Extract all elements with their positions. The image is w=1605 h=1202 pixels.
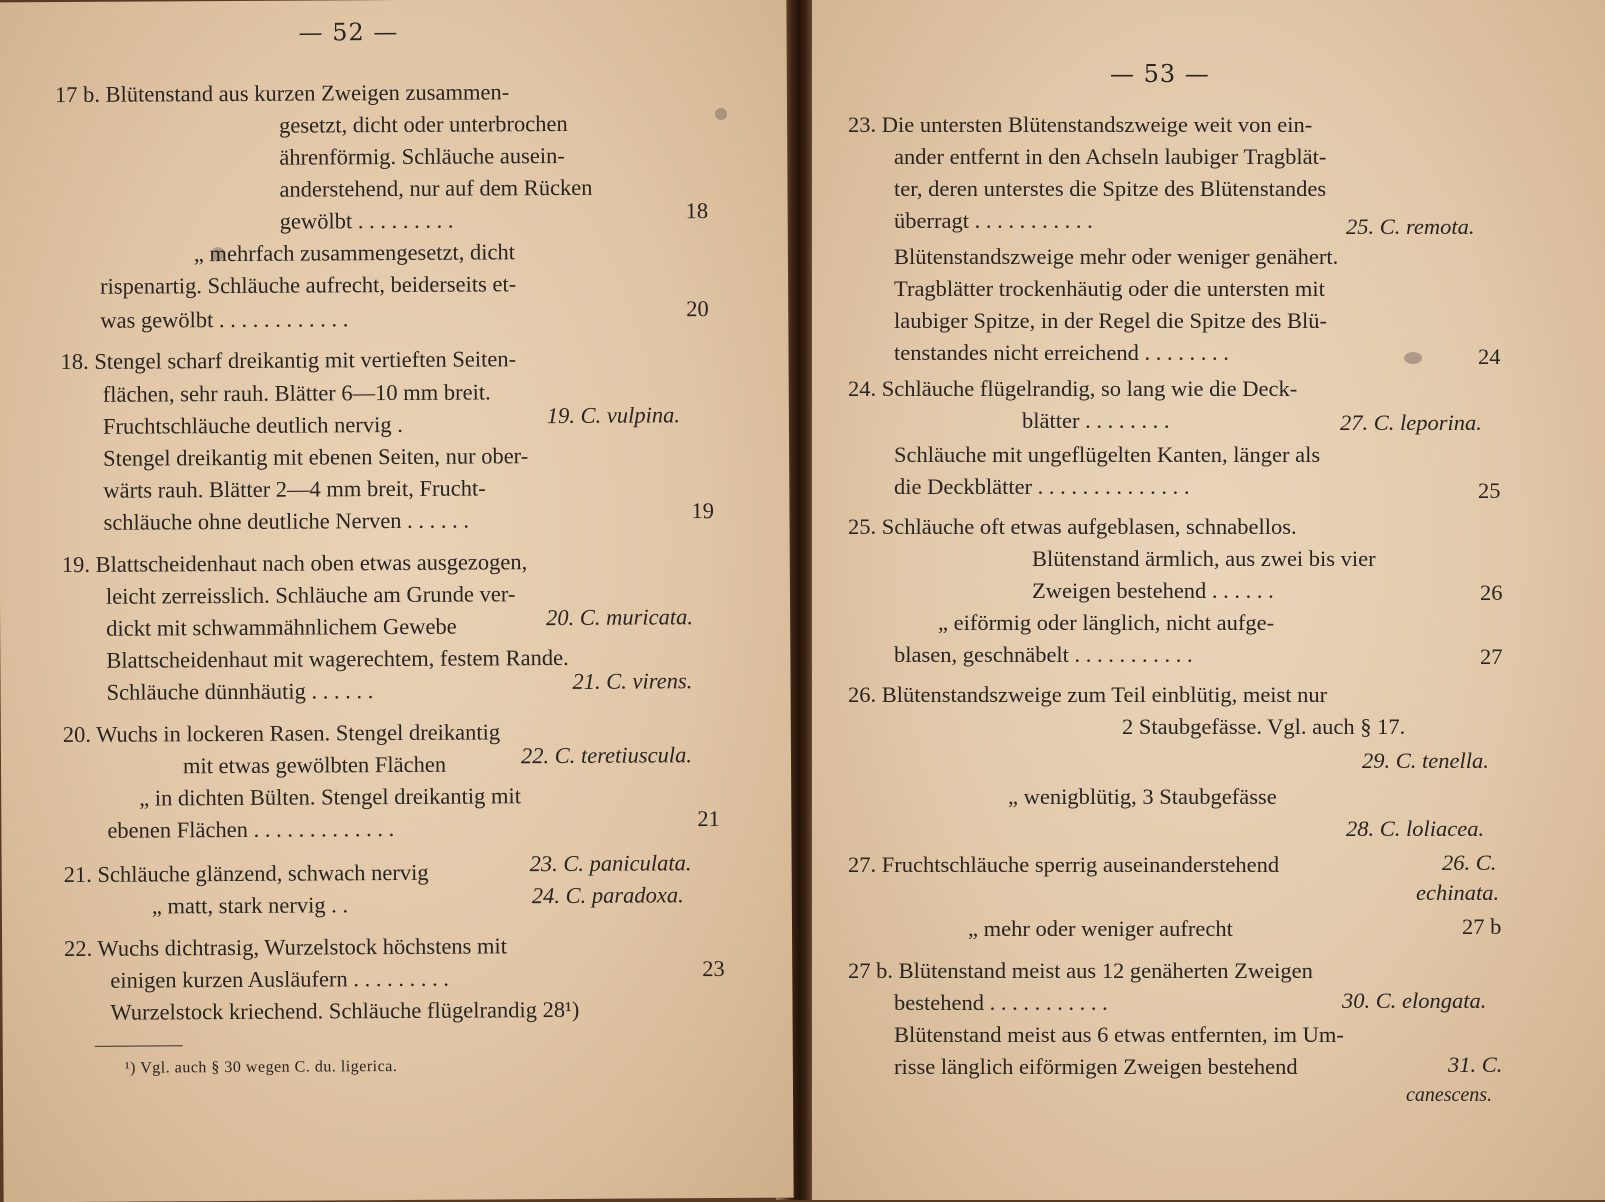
text-line: Blütenstand meist aus 6 etwas entfernten, im Um- <box>894 1022 1344 1047</box>
text-line: Schläuche dünnhäutig . . . . . . <box>106 678 374 705</box>
text-line: 27 b. Blütenstand meist aus 12 genäherten Zweigen <box>848 958 1313 983</box>
species-ref: 29. C. tenella. <box>1362 748 1489 773</box>
text-line: Fruchtschläuche deutlich nervig . <box>102 411 403 439</box>
text-line: Blütenstandszweige mehr oder weniger genähert. <box>894 244 1339 269</box>
page-number: — 52 — <box>298 17 399 47</box>
text-line: mit etwas gewölbten Flächen <box>182 751 447 779</box>
species-ref: 23. C. paniculata. <box>529 850 692 877</box>
text-line: flächen, sehr rauh. Blätter 6—10 mm breit. <box>102 379 491 407</box>
text-line: 17 b. Blütenstand aus kurzen Zweigen zusammen- <box>54 79 510 108</box>
ref-number: 27 b <box>1462 914 1502 939</box>
text-line: schläuche ohne deutliche Nerven . . . . . . <box>103 507 470 535</box>
ref-number: 27 <box>1480 644 1503 669</box>
species-ref: 21. C. virens. <box>572 668 693 694</box>
text-line: dickt mit schwammähnlichem Gewebe <box>106 613 457 641</box>
species-ref: canescens. <box>1406 1084 1493 1106</box>
text-line: 23. Die untersten Blütenstandszweige weit von ein- <box>848 112 1313 137</box>
text-line: „ eiförmig oder länglich, nicht aufge- <box>938 610 1275 635</box>
text-line: 26. Blütenstandszweige zum Teil einblütig, meist nur <box>848 682 1328 707</box>
text-line: ebenen Flächen . . . . . . . . . . . . . <box>107 816 395 843</box>
text-line: blasen, geschnäbelt . . . . . . . . . . . <box>894 642 1193 667</box>
text-line: „ wenigblütig, 3 Staubgefässe <box>1008 784 1277 809</box>
ref-number: 24 <box>1478 344 1501 369</box>
ref-number: 26 <box>1480 580 1503 605</box>
text-line: 20. Wuchs in lockeren Rasen. Stengel dreikantig <box>62 719 501 748</box>
text-line: Blattscheidenhaut mit wagerechtem, festem Rande. <box>106 644 569 673</box>
species-ref: 19. C. vulpina. <box>546 402 681 429</box>
species-ref: 28. C. loliacea. <box>1346 816 1485 841</box>
text-line: 24. Schläuche flügelrandig, so lang wie die Deck- <box>848 376 1298 401</box>
text-line: die Deckblätter . . . . . . . . . . . . . . <box>894 474 1190 499</box>
text-line: 27. Fruchtschläuche sperrig auseinanderstehend <box>848 852 1280 877</box>
text-line: 2 Staubgefässe. Vgl. auch § 17. <box>1122 714 1406 739</box>
text-line: laubiger Spitze, in der Regel die Spitze des Blü- <box>894 308 1328 333</box>
text-line: gewölbt . . . . . . . . . <box>279 207 454 234</box>
text-line: „ mehr oder weniger aufrecht <box>968 916 1233 941</box>
text-line: Stengel dreikantig mit ebenen Seiten, nur ober- <box>103 443 529 471</box>
species-ref: 24. C. paradoxa. <box>531 882 684 909</box>
text-line: wärts rauh. Blätter 2—4 mm breit, Frucht- <box>103 475 486 503</box>
left-page <box>0 0 794 1202</box>
text-line: blätter . . . . . . . . <box>1022 408 1170 433</box>
species-ref: 27. C. leporina. <box>1340 410 1482 435</box>
text-line: ander entfernt in den Achseln laubiger Tragblät- <box>894 144 1327 169</box>
ink-stain <box>1404 352 1422 364</box>
species-ref: 26. C. <box>1442 850 1497 875</box>
species-ref: 30. C. elongata. <box>1342 988 1487 1013</box>
text-line: 22. Wuchs dichtrasig, Wurzelstock höchstens mit <box>64 933 508 962</box>
species-ref: 31. C. <box>1448 1052 1503 1077</box>
page-number: — 53 — <box>1110 60 1210 88</box>
species-ref: 22. C. teretiuscula. <box>520 742 693 769</box>
text-line: 25. Schläuche oft etwas aufgeblasen, schnabellos. <box>848 514 1297 539</box>
species-ref: 25. C. remota. <box>1346 214 1475 239</box>
text-line: „ matt, stark nervig . . <box>151 892 349 919</box>
ref-number: 21 <box>697 806 720 832</box>
ref-number: 19 <box>691 498 715 524</box>
footnote: ¹) Vgl. auch § 30 wegen C. du. ligerica. <box>124 1057 398 1077</box>
text-line: risse länglich eiförmigen Zweigen bestehend <box>894 1054 1298 1079</box>
ink-stain <box>715 108 727 120</box>
text-line: überragt . . . . . . . . . . . <box>894 208 1093 233</box>
text-line: ter, deren unterstes die Spitze des Blütenstandes <box>894 176 1327 201</box>
ref-number: 25 <box>1478 478 1501 503</box>
text-line: Schläuche mit ungeflügelten Kanten, länger als <box>894 442 1321 467</box>
text-line: anderstehend, nur auf dem Rücken <box>279 174 593 202</box>
text-line: rispenartig. Schläuche aufrecht, beiderseits et- <box>100 271 517 299</box>
text-line: Blütenstand ärmlich, aus zwei bis vier <box>1032 546 1376 571</box>
text-line: gesetzt, dicht oder unterbrochen <box>279 110 568 138</box>
text-line: Wurzelstock kriechend. Schläuche flügelrandig 28¹) <box>110 996 580 1025</box>
text-line: Tragblätter trockenhäutig oder die untersten mit <box>894 276 1325 301</box>
text-line: tenstandes nicht erreichend . . . . . . . . <box>894 340 1229 365</box>
species-ref: 20. C. muricata. <box>546 604 694 631</box>
text-line: 21. Schläuche glänzend, schwach nervig <box>63 859 429 888</box>
text-line: bestehend . . . . . . . . . . . <box>894 990 1108 1015</box>
text-line: was gewölbt . . . . . . . . . . . . <box>100 306 349 333</box>
species-ref: echinata. <box>1416 880 1500 905</box>
ref-number: 23 <box>702 955 725 982</box>
text-line: leicht zerreisslich. Schläuche am Grunde ver- <box>105 581 516 609</box>
ref-number: 18 <box>685 198 709 224</box>
text-line: „ in dichten Bülten. Stengel dreikantig mit <box>139 783 522 811</box>
right-page <box>812 0 1605 1200</box>
text-line: ährenförmig. Schläuche ausein- <box>279 142 565 170</box>
text-line: einigen kurzen Ausläufern . . . . . . . . . <box>110 965 450 993</box>
text-line: Zweigen bestehend . . . . . . <box>1032 578 1274 603</box>
ref-number: 20 <box>686 296 709 322</box>
text-line: „ mehrfach zusammengesetzt, dicht <box>193 239 516 267</box>
text-line: 19. Blattscheidenhaut nach oben etwas ausgezogen, <box>61 549 528 578</box>
footnote-separator <box>95 1045 183 1047</box>
text-line: 18. Stengel scharf dreikantig mit vertieften Seiten- <box>60 346 517 375</box>
